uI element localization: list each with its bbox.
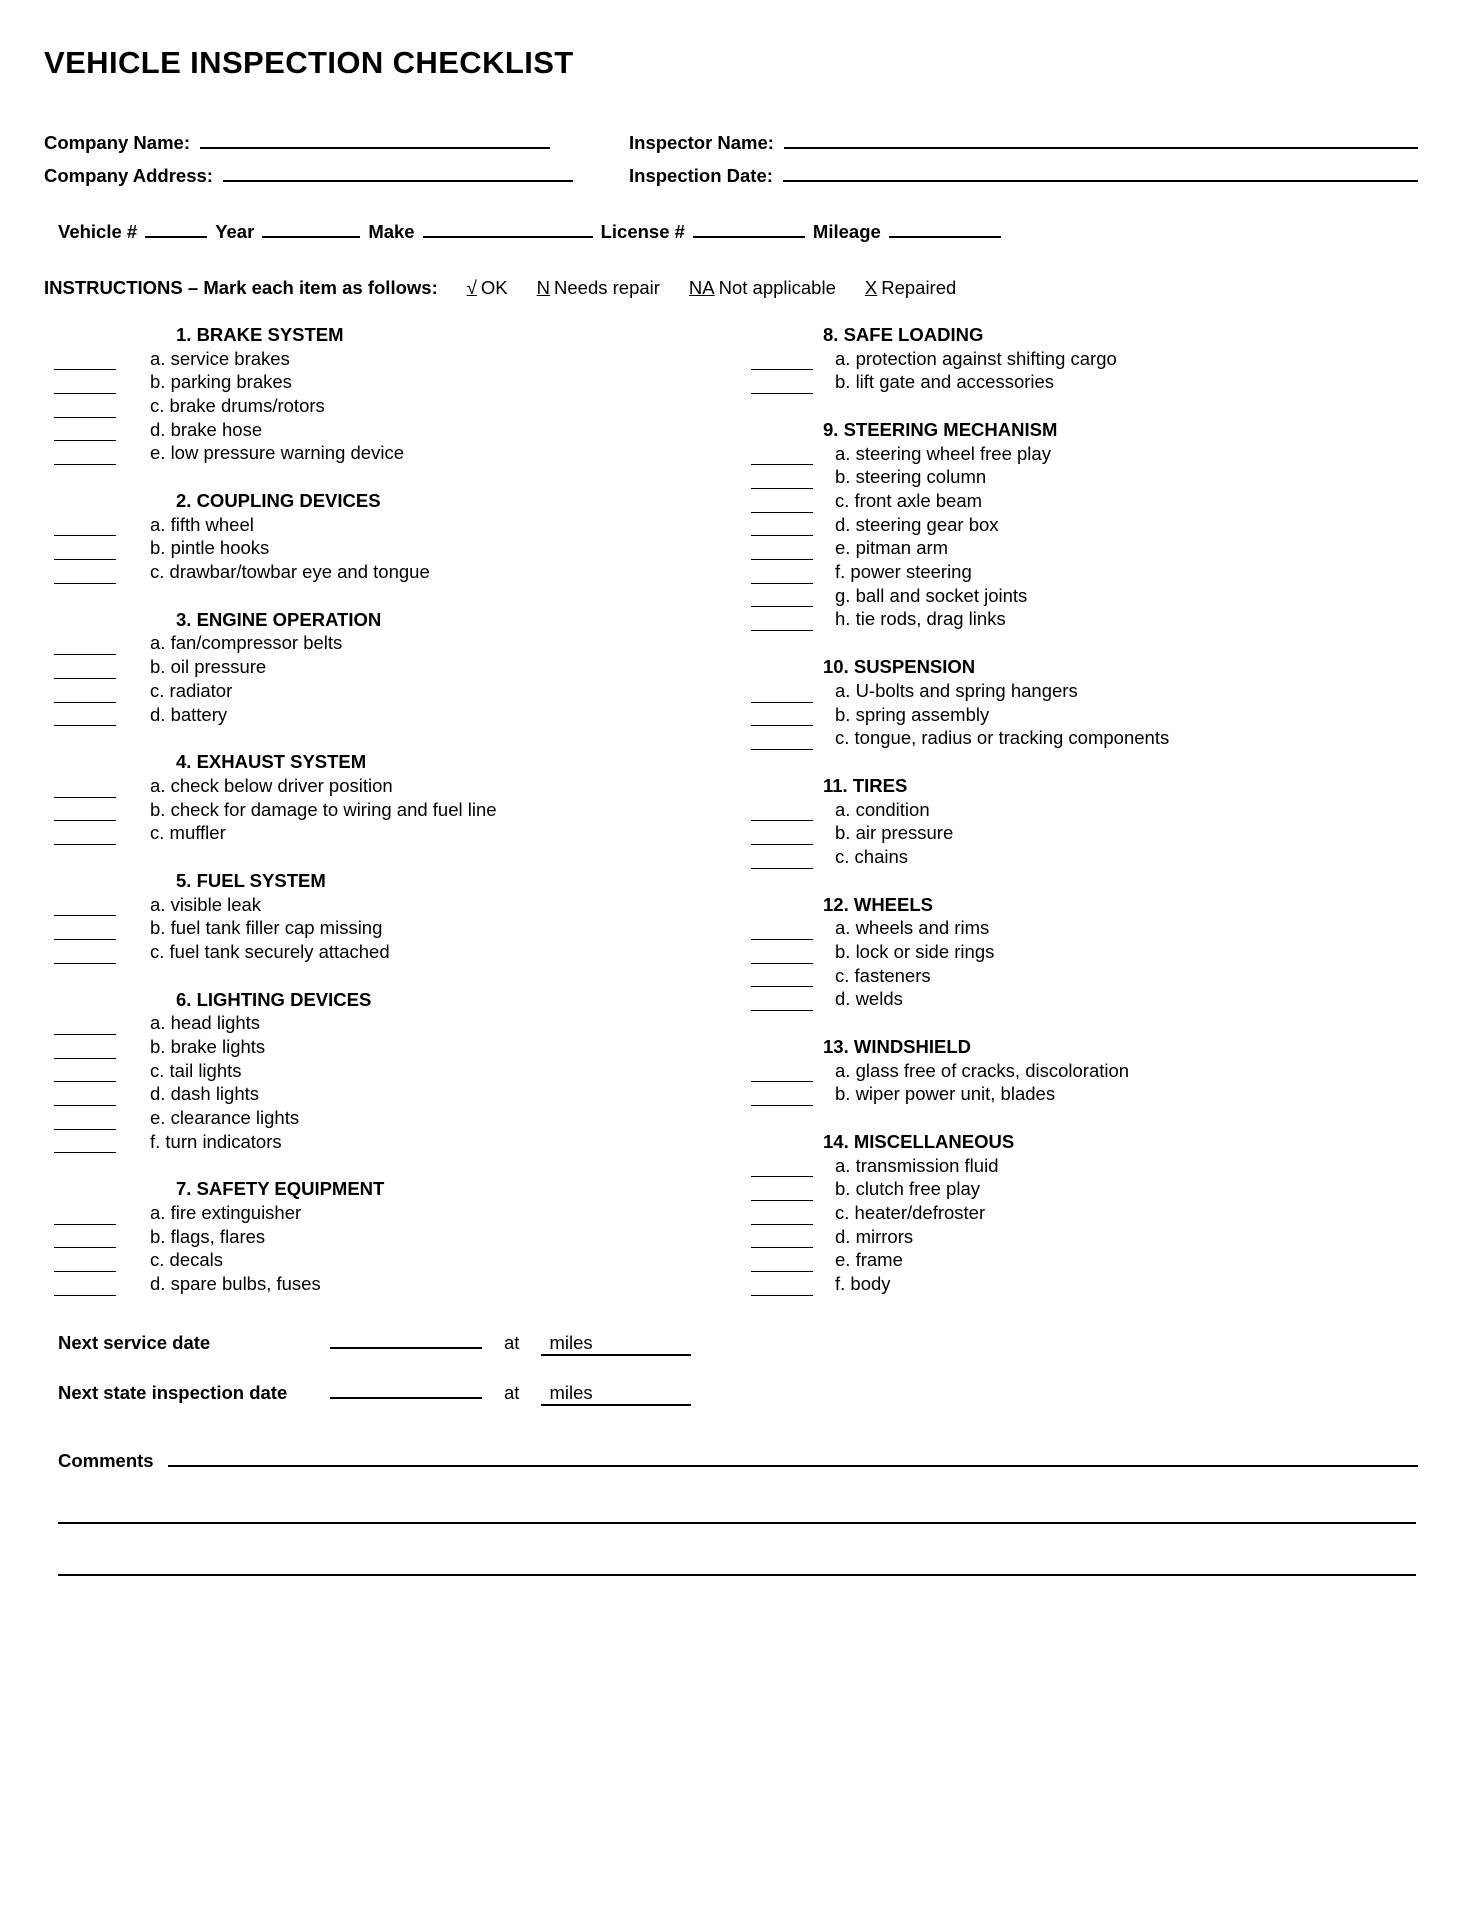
checklist-item-mark-input[interactable]: [751, 681, 813, 703]
checklist-item-mark-input[interactable]: [751, 942, 813, 964]
checklist-item-mark-input[interactable]: [751, 443, 813, 465]
checklist-item-label: a. service brakes: [150, 347, 290, 369]
mark-symbol-ok: √: [466, 277, 477, 299]
mark-text-repaired: Repaired: [881, 277, 957, 299]
checklist-item-mark-input[interactable]: [751, 538, 813, 560]
checklist-item: [44, 394, 731, 418]
checklist-item-label: e. frame: [835, 1249, 903, 1271]
checklist-item-label: f. turn indicators: [150, 1130, 282, 1152]
checklist-item-label: b. pintle hooks: [150, 537, 270, 559]
mileage-input[interactable]: [889, 222, 1001, 238]
checklist-item-mark-input[interactable]: [54, 1060, 116, 1082]
checklist-item-label: g. ball and socket joints: [835, 584, 1028, 606]
mileage-label: Mileage: [812, 221, 881, 243]
checklist-item-label: b. wiper power unit, blades: [835, 1083, 1056, 1105]
group-spacer: [44, 845, 731, 869]
checklist-item-label: e. pitman arm: [835, 537, 949, 559]
year-label: Year: [215, 221, 255, 243]
group-spacer: [44, 584, 731, 608]
checklist-item-mark-input[interactable]: [751, 1179, 813, 1201]
mark-text-needs-repair: Needs repair: [554, 277, 660, 299]
checklist-group-title: 6. LIGHTING DEVICES: [176, 988, 372, 1010]
mark-symbol-not-applicable: NA: [688, 277, 715, 299]
checklist-item-mark-input[interactable]: [751, 918, 813, 940]
checklist-item: [739, 489, 1418, 513]
checklist-item-mark-input[interactable]: [751, 609, 813, 631]
group-spacer: [44, 726, 731, 750]
company-address-label: Company Address:: [44, 165, 213, 187]
checklist-item-mark-input[interactable]: [751, 965, 813, 987]
checklist-group: [44, 869, 731, 964]
company-name-group: [44, 132, 629, 154]
checklist-item-mark-input[interactable]: [54, 562, 116, 584]
checklist-item-mark-input[interactable]: [751, 1226, 813, 1248]
checklist-item-label: b. brake lights: [150, 1035, 266, 1057]
group-spacer: [739, 1011, 1418, 1035]
checklist-item-label: b. steering column: [835, 466, 987, 488]
checklist-item: [44, 347, 731, 371]
checklist-item: [739, 465, 1418, 489]
checklist-item-label: b. parking brakes: [150, 371, 292, 393]
mark-symbol-repaired: X: [864, 277, 878, 299]
checklist-item: [739, 560, 1418, 584]
checklist-item: [44, 370, 731, 394]
checklist-item-label: b. check for damage to wiring and fuel line: [150, 798, 497, 820]
checklist-item-mark-input[interactable]: [54, 704, 116, 726]
next-service-row: [58, 1332, 1418, 1356]
checklist-group: [739, 418, 1418, 631]
instructions-row: [44, 277, 1418, 299]
checklist-group: [44, 323, 731, 465]
year-input[interactable]: [262, 222, 360, 238]
checklist-group: [44, 608, 731, 726]
checklist-item-label: c. fasteners: [835, 964, 931, 986]
company-address-input[interactable]: [223, 166, 573, 182]
checklist-item-label: a. visible leak: [150, 893, 262, 915]
comments-input-line-1[interactable]: [168, 1451, 1418, 1467]
checklist-item: [44, 1130, 731, 1154]
checklist-item-mark-input[interactable]: [751, 514, 813, 536]
checklist-item-mark-input[interactable]: [54, 1084, 116, 1106]
checklist-item-label: b. spring assembly: [835, 703, 990, 725]
mark-legend-ok: [464, 277, 508, 299]
checklist-group: [739, 774, 1418, 869]
checklist-item-label: f. power steering: [835, 561, 972, 583]
checklist-item-label: c. drawbar/towbar eye and tongue: [150, 561, 430, 583]
checklist-item: [739, 442, 1418, 466]
checklist-group: [739, 893, 1418, 1011]
license-number-input[interactable]: [693, 222, 805, 238]
checklist-item-label: a. protection against shifting cargo: [835, 347, 1117, 369]
checklist-item: [739, 845, 1418, 869]
checklist-item: [739, 536, 1418, 560]
checklist-item-label: f. body: [835, 1272, 891, 1294]
checklist-item-mark-input[interactable]: [54, 1250, 116, 1272]
checklist-group-title: 10. SUSPENSION: [823, 656, 976, 678]
company-name-input[interactable]: [200, 133, 550, 149]
checklist-item: [739, 584, 1418, 608]
checklist-group: [44, 988, 731, 1154]
inspection-date-group: [629, 165, 1418, 187]
checklist-item-label: c. front axle beam: [835, 490, 983, 512]
checklist-item-mark-input[interactable]: [751, 704, 813, 726]
checklist-item-label: h. tie rods, drag links: [835, 608, 1006, 630]
checklist-item-label: a. condition: [835, 798, 930, 820]
make-input[interactable]: [423, 222, 593, 238]
header-row-2: [44, 165, 1418, 187]
group-spacer: [739, 869, 1418, 893]
mark-legend-needs-repair: [534, 277, 660, 299]
company-name-label: Company Name:: [44, 132, 190, 154]
checklist-item-label: d. spare bulbs, fuses: [150, 1272, 321, 1294]
checklist-item: [44, 703, 731, 727]
checklist-item-label: b. flags, flares: [150, 1225, 266, 1247]
mark-legend-not-applicable: [686, 277, 836, 299]
checklist-item-label: c. heater/defroster: [835, 1201, 986, 1223]
group-spacer: [739, 394, 1418, 418]
checklist-item-label: c. tail lights: [150, 1059, 242, 1081]
group-spacer: [739, 1106, 1418, 1130]
checklist-item-mark-input[interactable]: [54, 1226, 116, 1248]
checklist-item: [44, 893, 731, 917]
checklist-item-mark-input[interactable]: [751, 1060, 813, 1082]
footer-service-block: [44, 1332, 1418, 1406]
checklist-item: [739, 1154, 1418, 1178]
checklist-item-mark-input[interactable]: [54, 348, 116, 370]
instructions-lead: INSTRUCTIONS – Mark each item as follows:: [44, 277, 438, 299]
checklist-item-label: b. lift gate and accessories: [835, 371, 1055, 393]
checklist-group-title: 8. SAFE LOADING: [823, 324, 984, 346]
checklist-group: [44, 1177, 731, 1295]
checklist-item-mark-input[interactable]: [751, 728, 813, 750]
group-spacer: [44, 964, 731, 988]
inspector-name-label: Inspector Name:: [629, 132, 774, 154]
group-spacer: [739, 750, 1418, 774]
license-number-label: License #: [600, 221, 685, 243]
comments-first-row: [58, 1450, 1418, 1472]
checklist-item-label: c. fuel tank securely attached: [150, 940, 390, 962]
checklist-group: [739, 323, 1418, 394]
checklist-item: [44, 560, 731, 584]
checklist-item: [739, 1272, 1418, 1296]
checklist-item: [739, 607, 1418, 631]
checklist-item-label: a. steering wheel free play: [835, 442, 1051, 464]
checklist-item-label: b. oil pressure: [150, 656, 267, 678]
page-title: VEHICLE INSPECTION CHECKLIST: [44, 45, 574, 80]
checklist-item: [739, 1201, 1418, 1225]
checklist-item: [44, 821, 731, 845]
checklist-item: [44, 1082, 731, 1106]
checklist-group-title: 7. SAFETY EQUIPMENT: [176, 1178, 385, 1200]
checklist-item-mark-input[interactable]: [751, 467, 813, 489]
checklist-item: [739, 1059, 1418, 1083]
checklist-item-label: b. lock or side rings: [835, 940, 995, 962]
checklist-item: [44, 1201, 731, 1225]
checklist-left-column: [44, 323, 731, 1296]
checklist-item: [739, 1225, 1418, 1249]
checklist-item: [44, 940, 731, 964]
checklist-item-mark-input[interactable]: [54, 1203, 116, 1225]
checklist-item-mark-input[interactable]: [751, 1250, 813, 1272]
checklist-group-title: 14. MISCELLANEOUS: [823, 1130, 1015, 1152]
checklist-item-label: c. chains: [835, 845, 909, 867]
checklist-item-mark-input[interactable]: [54, 942, 116, 964]
checklist-group-title: 3. ENGINE OPERATION: [176, 608, 382, 630]
checklist-item-mark-input[interactable]: [751, 585, 813, 607]
checklist-item-mark-input[interactable]: [54, 1037, 116, 1059]
checklist-group-title: 13. WINDSHIELD: [823, 1035, 972, 1057]
checklist-item-mark-input[interactable]: [751, 562, 813, 584]
next-state-at-label: at: [504, 1381, 520, 1403]
checklist-item: [44, 1035, 731, 1059]
checklist-group: [44, 489, 731, 584]
checklist-item-label: c. brake drums/rotors: [150, 395, 325, 417]
checklist-item-mark-input[interactable]: [751, 491, 813, 513]
checklist-item-mark-input[interactable]: [54, 396, 116, 418]
checklist-item-label: a. wheels and rims: [835, 917, 990, 939]
next-state-inspection-row: [58, 1382, 1418, 1406]
checklist-item-label: a. head lights: [150, 1012, 261, 1034]
next-service-date-input[interactable]: [330, 1333, 482, 1349]
vehicle-number-label: Vehicle #: [58, 221, 138, 243]
checklist-group: [739, 1035, 1418, 1106]
group-spacer: [44, 1153, 731, 1177]
checklist-item-label: d. mirrors: [835, 1225, 914, 1247]
checklist-item-mark-input[interactable]: [751, 1203, 813, 1225]
checklist-item: [44, 1248, 731, 1272]
inspection-date-label: Inspection Date:: [629, 165, 773, 187]
mark-text-ok: OK: [480, 277, 508, 299]
checklist-item-label: b. air pressure: [835, 822, 954, 844]
next-state-inspection-date-input[interactable]: [330, 1383, 482, 1399]
header-row-1: [44, 132, 1418, 154]
checklist-item-label: b. clutch free play: [835, 1178, 980, 1200]
checklist-item-mark-input[interactable]: [751, 799, 813, 821]
checklist-group-title: 1. BRAKE SYSTEM: [176, 324, 344, 346]
checklist-item-mark-input[interactable]: [751, 348, 813, 370]
checklist-item-label: d. brake hose: [150, 418, 263, 440]
checklist-item-mark-input[interactable]: [54, 799, 116, 821]
checklist-item-label: a. glass free of cracks, discoloration: [835, 1059, 1130, 1081]
comments-input-line-3[interactable]: [58, 1524, 1416, 1576]
vehicle-info-row: [44, 221, 1418, 243]
checklist-item: [739, 370, 1418, 394]
checklist-group: [739, 655, 1418, 750]
checklist-item: [44, 631, 731, 655]
checklist-group-title: 5. FUEL SYSTEM: [176, 869, 326, 891]
checklist-group-title: 11. TIRES: [823, 774, 908, 796]
checklist-item-label: d. steering gear box: [835, 513, 999, 535]
checklist-item-mark-input[interactable]: [54, 918, 116, 940]
checklist-group-title: 12. WHEELS: [823, 893, 933, 915]
checklist-item-mark-input[interactable]: [54, 538, 116, 560]
checklist-item-label: d. welds: [835, 988, 903, 1010]
comments-block: [44, 1450, 1418, 1576]
checklist-item: [44, 418, 731, 442]
checklist-item-mark-input[interactable]: [54, 633, 116, 655]
mark-symbol-needs-repair: N: [536, 277, 550, 299]
checklist-item: [44, 679, 731, 703]
checklist-item-label: a. transmission fluid: [835, 1154, 999, 1176]
mark-text-not-applicable: Not applicable: [718, 277, 836, 299]
next-service-label: Next service date: [58, 1331, 211, 1353]
checklist-item-label: d. dash lights: [150, 1083, 260, 1105]
inspector-name-input[interactable]: [784, 133, 1418, 149]
checklist-item-mark-input[interactable]: [54, 1131, 116, 1153]
checklist-item-mark-input[interactable]: [54, 443, 116, 465]
checklist-item: [44, 1272, 731, 1296]
checklist-group: [44, 750, 731, 845]
checklist-item-mark-input[interactable]: [751, 989, 813, 1011]
next-service-miles-input[interactable]: miles: [541, 1332, 691, 1356]
comments-label: Comments: [58, 1449, 154, 1471]
checklist-columns: [44, 323, 1418, 1296]
comments-input-line-2[interactable]: [58, 1472, 1416, 1524]
checklist-item-mark-input[interactable]: [54, 419, 116, 441]
checklist-item: [44, 1106, 731, 1130]
checklist-item-label: c. tongue, radius or tracking components: [835, 727, 1170, 749]
header-fields: [44, 132, 1418, 187]
checklist-item-mark-input[interactable]: [751, 1084, 813, 1106]
checklist-item: [739, 798, 1418, 822]
checklist-item-label: a. fire extinguisher: [150, 1201, 302, 1223]
next-state-miles-input[interactable]: miles: [541, 1382, 691, 1406]
checklist-item: [739, 940, 1418, 964]
checklist-item-label: e. clearance lights: [150, 1106, 300, 1128]
checklist-item: [739, 1082, 1418, 1106]
next-service-at-label: at: [504, 1331, 520, 1353]
mark-legend-repaired: [862, 277, 956, 299]
checklist-item-label: d. battery: [150, 703, 228, 725]
checklist-item: [44, 1011, 731, 1035]
checklist-item-mark-input[interactable]: [54, 1013, 116, 1035]
checklist-item: [44, 774, 731, 798]
checklist-item: [739, 726, 1418, 750]
checklist-item: [739, 679, 1418, 703]
checklist-item: [44, 536, 731, 560]
checklist-item: [739, 1248, 1418, 1272]
next-state-inspection-label: Next state inspection date: [58, 1381, 288, 1403]
group-spacer: [739, 631, 1418, 655]
checklist-item: [739, 916, 1418, 940]
checklist-right-column: [731, 323, 1418, 1296]
vehicle-number-input[interactable]: [145, 222, 207, 238]
checklist-item-mark-input[interactable]: [751, 372, 813, 394]
checklist-group-title: 9. STEERING MECHANISM: [823, 419, 1058, 441]
checklist-item-mark-input[interactable]: [751, 823, 813, 845]
checklist-item: [44, 513, 731, 537]
checklist-item: [739, 347, 1418, 371]
checklist-item-mark-input[interactable]: [54, 823, 116, 845]
checklist-item-mark-input[interactable]: [54, 1108, 116, 1130]
checklist-item: [739, 1177, 1418, 1201]
checklist-item: [44, 798, 731, 822]
checklist-item-label: a. fan/compressor belts: [150, 632, 343, 654]
checklist-item-label: a. fifth wheel: [150, 513, 254, 535]
inspector-name-group: [629, 132, 1418, 154]
checklist-group: [739, 1130, 1418, 1296]
checklist-item: [44, 1059, 731, 1083]
group-spacer: [44, 465, 731, 489]
checklist-item-mark-input[interactable]: [751, 847, 813, 869]
inspection-date-input[interactable]: [783, 166, 1418, 182]
checklist-item-mark-input[interactable]: [54, 372, 116, 394]
checklist-item-mark-input[interactable]: [54, 514, 116, 536]
company-address-group: [44, 165, 629, 187]
checklist-item: [739, 964, 1418, 988]
checklist-item: [44, 916, 731, 940]
checklist-item: [739, 513, 1418, 537]
checklist-item-label: c. radiator: [150, 679, 233, 701]
checklist-item-label: c. decals: [150, 1249, 224, 1271]
checklist-item-label: b. fuel tank filler cap missing: [150, 917, 383, 939]
make-label: Make: [368, 221, 415, 243]
checklist-group-title: 2. COUPLING DEVICES: [176, 490, 381, 512]
checklist-item-mark-input[interactable]: [54, 1274, 116, 1296]
checklist-item: [739, 703, 1418, 727]
checklist-item: [739, 821, 1418, 845]
checklist-group-title: 4. EXHAUST SYSTEM: [176, 751, 367, 773]
checklist-item-label: e. low pressure warning device: [150, 442, 404, 464]
checklist-item: [44, 655, 731, 679]
checklist-item-mark-input[interactable]: [54, 657, 116, 679]
checklist-item-mark-input[interactable]: [54, 681, 116, 703]
checklist-item-label: a. U-bolts and spring hangers: [835, 679, 1078, 701]
checklist-item: [44, 1225, 731, 1249]
checklist-item: [739, 987, 1418, 1011]
checklist-item-mark-input[interactable]: [751, 1274, 813, 1296]
checklist-item-label: a. check below driver position: [150, 774, 393, 796]
checklist-item: [44, 441, 731, 465]
checklist-item-mark-input[interactable]: [751, 1155, 813, 1177]
checklist-item-label: c. muffler: [150, 822, 226, 844]
checklist-item-mark-input[interactable]: [54, 776, 116, 798]
checklist-item-mark-input[interactable]: [54, 894, 116, 916]
